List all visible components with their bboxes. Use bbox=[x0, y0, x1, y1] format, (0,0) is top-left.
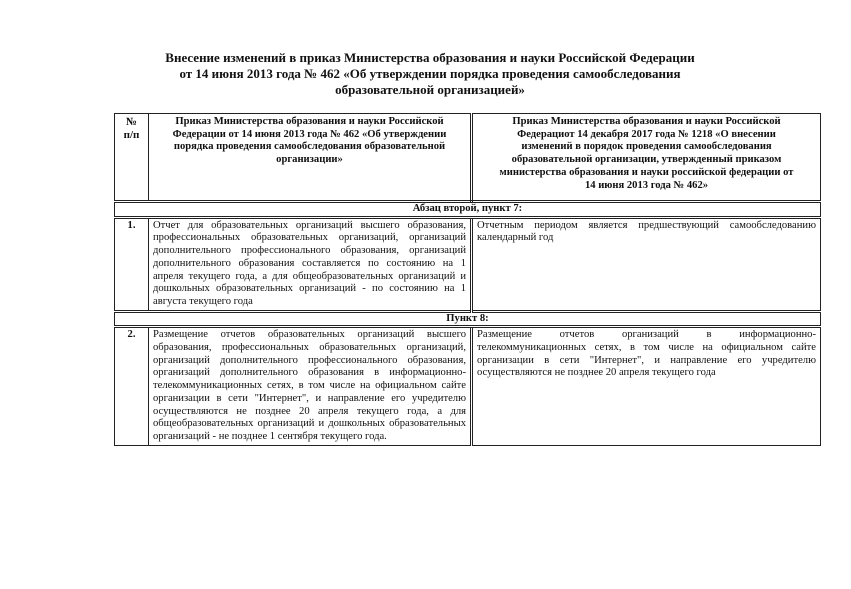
section-heading-row bbox=[115, 202, 821, 218]
header-old-order: Приказ Министерства образования и науки Российской Федерации от 14 июня 2013 года № 462 «Об утверждении порядка проведения самообследования образовательной организации» bbox=[149, 114, 472, 202]
table-row bbox=[115, 217, 821, 311]
table-header-row bbox=[115, 114, 821, 202]
table-row bbox=[115, 327, 821, 445]
row-number-1: 1. bbox=[115, 217, 149, 311]
row-1-new-text: Отчетным периодом является предшествующий самообследованию календарный год bbox=[472, 217, 821, 311]
header-new-order: Приказ Министерства образования и науки Российской Федерациот 14 декабря 2017 года № 1218 «О внесении изменений в порядок проведения самообследования образовательной организации, утвержденный приказом министерства образования и науки российской федерации от 14 июня 2013 года № 462» bbox=[472, 114, 821, 202]
row-2-new-text: Размещение отчетов организаций в информационно-телекоммуникационных сетях, в том числе на официальном сайте организации в сети "Интернет", и направление его учредителю осуществляются не позднее 20 апреля текущего года bbox=[472, 327, 821, 445]
comparison-table bbox=[114, 113, 821, 446]
title-line-1: Внесение изменений в приказ Министерства образования и науки Российской Федерации bbox=[165, 50, 695, 65]
row-number-2: 2. bbox=[115, 327, 149, 445]
document-title bbox=[110, 50, 750, 98]
header-number: № п/п bbox=[115, 114, 149, 202]
title-line-2: от 14 июня 2013 года № 462 «Об утверждении порядка проведения самообследования bbox=[179, 66, 681, 81]
section-heading-2: Пункт 8: bbox=[115, 311, 821, 327]
section-heading-1: Абзац второй, пункт 7: bbox=[115, 202, 821, 218]
section-heading-row bbox=[115, 311, 821, 327]
row-1-old-text: Отчет для образовательных организаций высшего образования, профессиональных образовательных организаций, организаций дополнительного профессионального образования, организаций дополнительного образования составляется по состоянию на 1 апреля текущего года, а для общеобразовательных организаций и дошкольных образовательных организаций - по состоянию на 1 августа текущего года bbox=[149, 217, 472, 311]
row-2-old-text: Размещение отчетов образовательных организаций высшего образования, профессиональных образовательных организаций, организаций дополнительного профессионального образования, организаций дополнительного образования в информационно-телекоммуникационных сетях, в том числе на официальном сайте организации в сети "Интернет", и направление его учредителю осуществляются не позднее 20 апреля текущего года, а для общеобразовательных организаций и дошкольных образовательных организаций - не позднее 1 сентября текущего года. bbox=[149, 327, 472, 445]
title-line-3: образовательной организацией» bbox=[335, 82, 525, 97]
